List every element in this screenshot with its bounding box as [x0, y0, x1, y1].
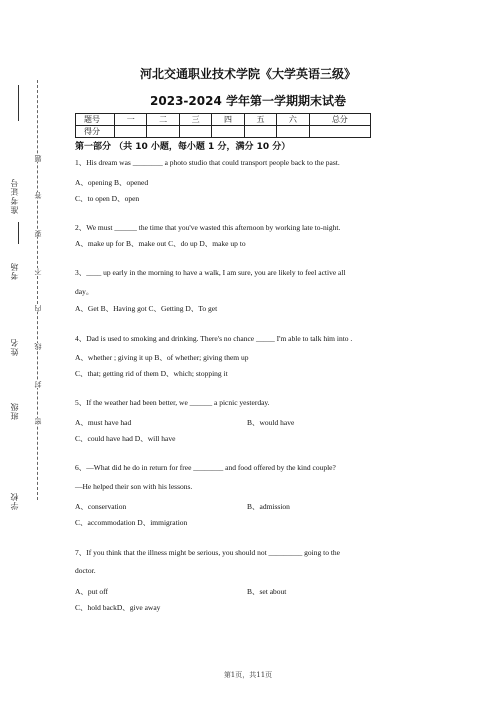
question-6-option-b: B、admission	[247, 502, 290, 511]
question-2-options: A、make up for B、make out C、do up D、make up to	[75, 239, 246, 248]
score-cell: 题号	[76, 114, 115, 126]
binding-label-name: 姓名	[10, 338, 19, 356]
question-6-option-a: A、conservation	[75, 502, 127, 511]
score-cell: 一	[115, 114, 147, 126]
question-5-option-a: A、must have had	[75, 418, 132, 427]
question-6-reply: —He helped their son with his lessons.	[75, 482, 193, 491]
question-4-options-ab: A、whether ; giving it up B、of whether; giving them up	[75, 353, 249, 362]
question-2: 2、We must ______ the time that you've wasted this afternoon by working late to-night.	[75, 223, 341, 232]
score-cell	[179, 126, 211, 138]
score-table	[75, 113, 371, 138]
seal-char: 答	[34, 192, 42, 199]
seal-char: 题	[34, 155, 42, 162]
question-7-option-a: A、put off	[75, 587, 108, 596]
question-6: 6、—What did he do in return for free ________ and food offered by the kind couple?	[75, 463, 336, 472]
binding-label-exam-room: 考场	[10, 262, 19, 280]
question-7-options-cd: C、hold backD、give away	[75, 603, 161, 612]
score-cell: 五	[244, 114, 276, 126]
binding-label-exam-id: 准考证号	[10, 178, 19, 214]
score-table-score-row	[76, 126, 371, 138]
score-cell: 六	[277, 114, 309, 126]
seal-char: 封	[34, 381, 42, 388]
question-5: 5、If the weather had been better, we ______ a picnic yesterday.	[75, 398, 270, 407]
seal-dashed-line	[37, 80, 38, 500]
score-cell	[212, 126, 244, 138]
question-5-option-b: B、would have	[247, 418, 295, 427]
section-title: 第一部分 （共 10 小题，每小题 1 分，满分 10 分）	[75, 142, 291, 152]
seal-char: 不	[34, 268, 42, 275]
score-cell	[309, 126, 370, 138]
exam-subtitle: 2023-2024 学年第一学期期末试卷	[150, 94, 346, 108]
question-7: 7、If you think that the illness might be serious, you should not _________ going to the	[75, 548, 340, 557]
question-4: 4、Dad is used to smoking and drinking. There's no chance _____ I'm able to talk him into .	[75, 334, 353, 343]
question-1-options-ab: A、opening B、opened	[75, 178, 149, 187]
question-3-options: A、Get B、Having got C、Getting D、To get	[75, 304, 218, 313]
score-cell	[115, 126, 147, 138]
seal-char: 要	[34, 230, 42, 237]
score-cell: 二	[147, 114, 179, 126]
score-table-header-row	[76, 114, 371, 126]
question-3-cont: day。	[75, 287, 94, 296]
question-7-option-b: B、set about	[247, 587, 287, 596]
exam-title: 河北交通职业技术学院《大学英语三级》	[139, 67, 356, 81]
binding-label-school: 学校	[10, 492, 19, 510]
question-1-options-cd: C、to open D、open	[75, 194, 140, 203]
binding-short-line	[18, 222, 19, 244]
score-cell	[277, 126, 309, 138]
question-7-cont: doctor.	[75, 566, 96, 575]
question-1: 1、His dream was ________ a photo studio that could transport people back to the past.	[75, 158, 340, 167]
seal-char: 线	[34, 343, 42, 350]
score-cell	[244, 126, 276, 138]
score-cell: 四	[212, 114, 244, 126]
page-number: 第1页，共11页	[223, 671, 273, 679]
question-3: 3、____ up early in the morning to have a walk, I am sure, you are likely to feel active all	[75, 268, 346, 277]
score-cell: 得分	[76, 126, 115, 138]
question-5-options-cd: C、could have had D、will have	[75, 434, 176, 443]
score-cell: 三	[179, 114, 211, 126]
question-6-options-cd: C、accommodation D、immigration	[75, 518, 188, 527]
seal-char: 内	[34, 305, 42, 312]
score-cell: 总分	[309, 114, 370, 126]
seal-char: 密	[34, 418, 42, 425]
binding-label-class: 班级	[10, 402, 19, 420]
question-4-options-cd: C、that; getting rid of them D、which; stopping it	[75, 369, 228, 378]
score-cell	[147, 126, 179, 138]
